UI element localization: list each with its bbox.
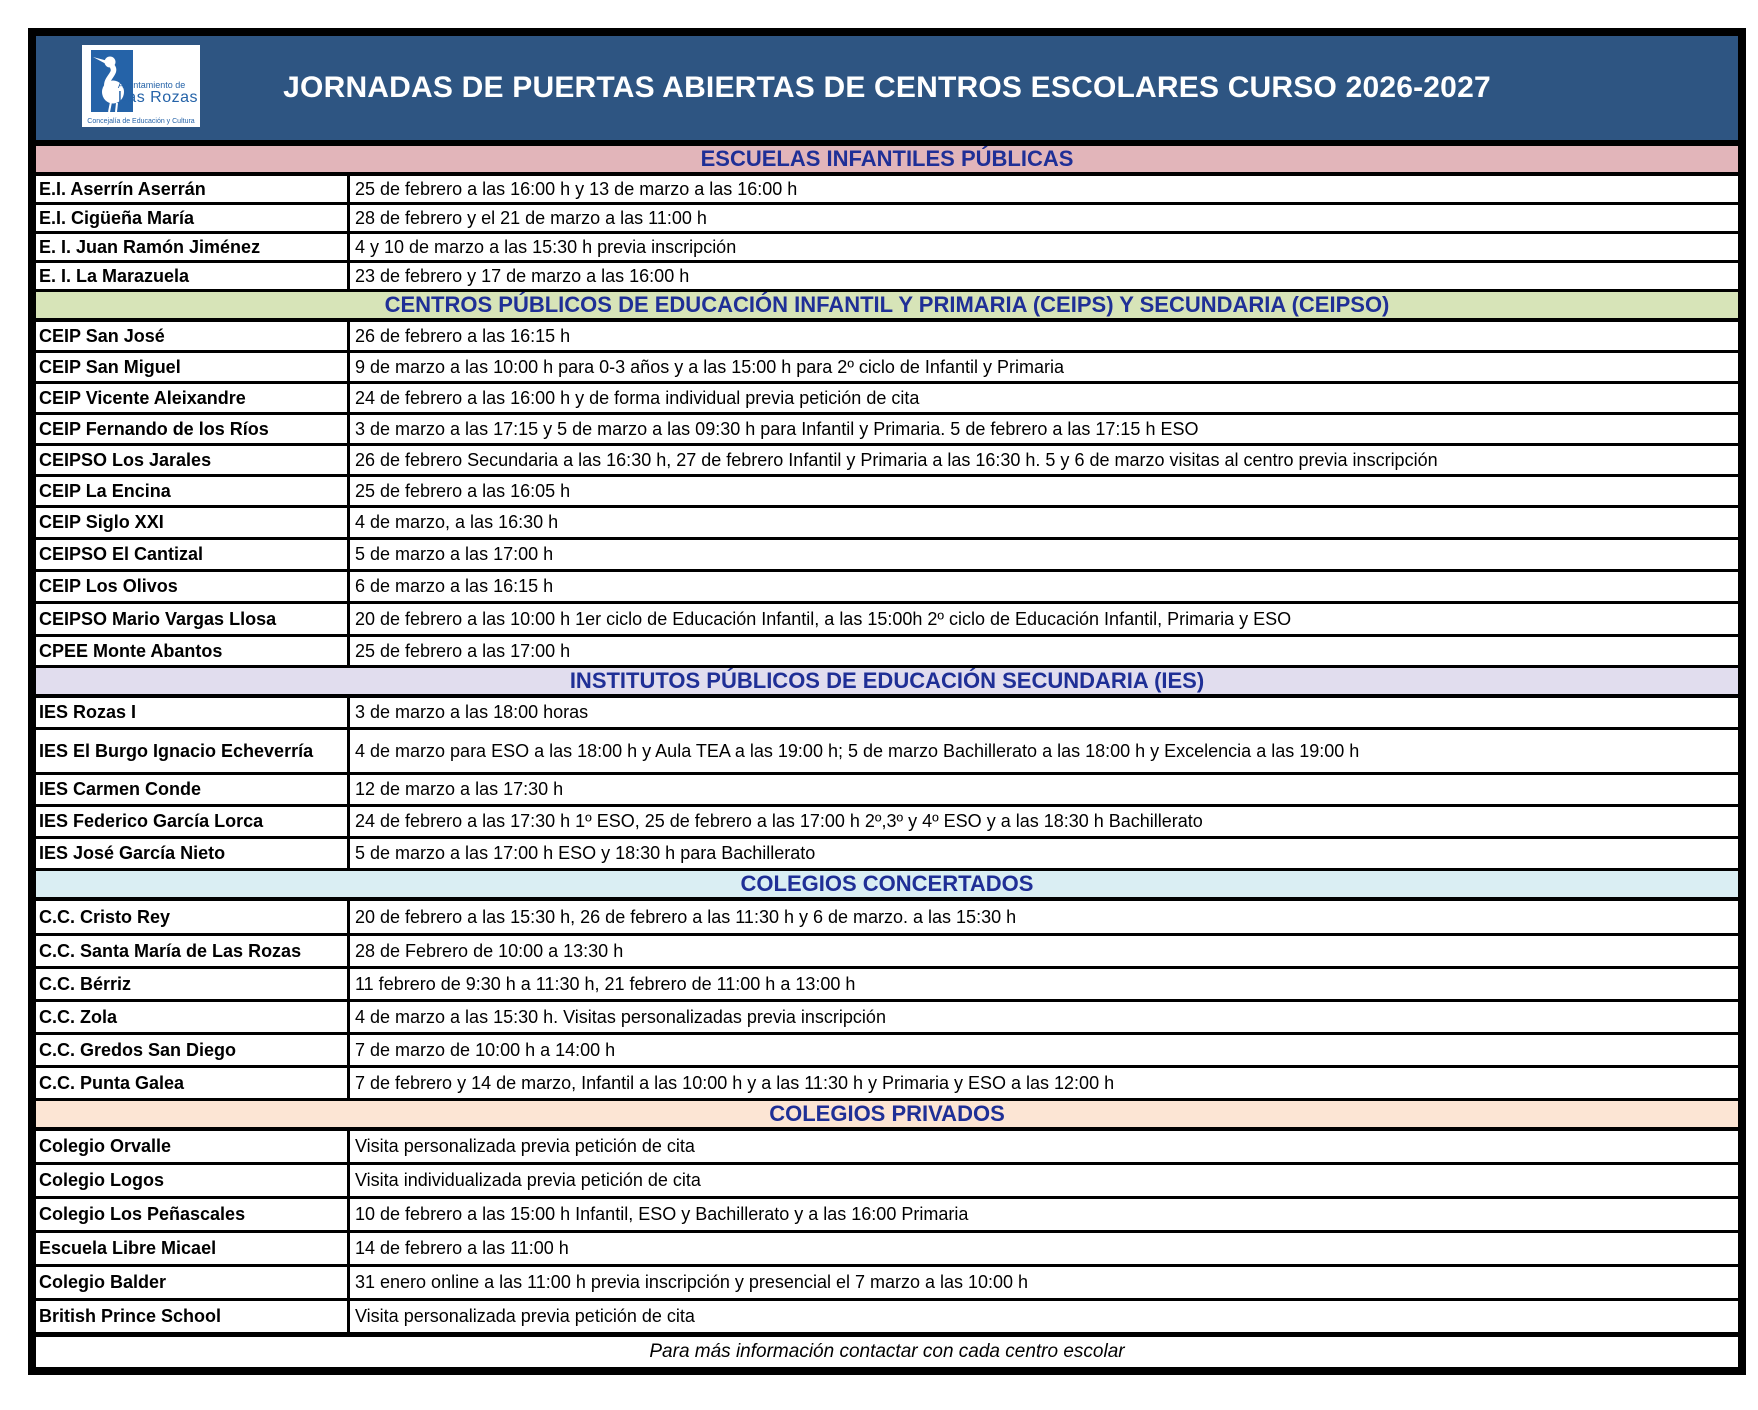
table-row: [36, 901, 1738, 936]
section-header-privados: COLEGIOS PRIVADOS: [36, 1101, 1738, 1131]
school-name: CEIPSO El Cantizal: [36, 540, 350, 569]
school-name: C.C. Santa María de Las Rozas: [36, 936, 350, 966]
table-row: [36, 322, 1738, 353]
table-row: [36, 698, 1738, 730]
table-row: [36, 477, 1738, 508]
school-name: E. I. Juan Ramón Jiménez: [36, 234, 350, 260]
school-schedule: 5 de marzo a las 17:00 h: [355, 544, 554, 564]
school-schedule: 14 de febrero a las 11:00 h: [355, 1238, 569, 1258]
school-name: E. I. La Marazuela: [36, 263, 350, 289]
school-schedule: 25 de febrero a las 16:00 h y 13 de marzo a las 16:00 h: [355, 178, 798, 199]
school-name: E.I. Aserrín Aserrán: [36, 176, 350, 202]
school-name: British Prince School: [36, 1301, 350, 1332]
school-name: CEIP Siglo XXI: [36, 508, 350, 537]
table-row: [36, 540, 1738, 572]
table-row: [36, 234, 1738, 263]
logo-department: Concejalía de Educación y Cultura: [87, 118, 195, 125]
section-header-ceips-ceipso: CENTROS PÚBLICOS DE EDUCACIÓN INFANTIL Y PRIMARIA (CEIPS) Y SECUNDARIA (CEIPSO): [36, 292, 1738, 322]
school-schedule: 7 de febrero y 14 de marzo, Infantil a las 10:00 h y a las 11:30 h y Primaria y ESO a las 12:00 h: [355, 1072, 1115, 1093]
table-row: [36, 1002, 1738, 1035]
school-name: CEIP La Encina: [36, 477, 350, 505]
school-name: IES Federico García Lorca: [36, 807, 350, 836]
table-row: [36, 353, 1738, 384]
school-name: C.C. Punta Galea: [36, 1068, 350, 1098]
school-name: CEIP Vicente Aleixandre: [36, 384, 350, 412]
school-schedule: 4 de marzo para ESO a las 18:00 h y Aula TEA a las 19:00 h; 5 de marzo Bachillerato a las 18:00 h y Excelencia a las 19:00 h: [355, 740, 1360, 761]
school-name: CEIPSO Mario Vargas Llosa: [36, 604, 350, 634]
section-header-concertados: COLEGIOS CONCERTADOS: [36, 871, 1738, 901]
school-schedule: 28 de febrero y el 21 de marzo a las 11:00 h: [355, 207, 707, 228]
school-name: CEIP Los Olivos: [36, 572, 350, 601]
school-schedule: 10 de febrero a las 15:00 h Infantil, ESO y Bachillerato y a las 16:00 Primaria: [355, 1204, 969, 1224]
table-row: [36, 969, 1738, 1002]
school-schedule: 28 de Febrero de 10:00 a 13:30 h: [355, 940, 624, 961]
table-row: [36, 775, 1738, 807]
table-row: [36, 1233, 1738, 1267]
table-row: [36, 1165, 1738, 1199]
table-row: [36, 384, 1738, 415]
school-name: CEIP Fernando de los Ríos: [36, 415, 350, 443]
table-row: [36, 936, 1738, 969]
table-row: [36, 1301, 1738, 1335]
table-row: [36, 263, 1738, 292]
school-schedule: 4 y 10 de marzo a las 15:30 h previa inscripción: [355, 236, 737, 257]
school-schedule: 3 de marzo a las 18:00 horas: [355, 702, 589, 722]
footer-note: Para más información contactar con cada centro escolar: [36, 1335, 1738, 1367]
document-header: [36, 36, 1738, 146]
school-schedule: 20 de febrero a las 15:30 h, 26 de febrero a las 11:30 h y 6 de marzo. a las 15:30 h: [355, 906, 1017, 927]
table-row: [36, 839, 1738, 871]
school-schedule: 9 de marzo a las 10:00 h para 0-3 años y a las 15:00 h para 2º ciclo de Infantil y Primaria: [355, 356, 1064, 377]
section-centros-publicos-ceips-ceipso: [36, 292, 1738, 668]
school-name: C.C. Bérriz: [36, 969, 350, 999]
school-schedule: 24 de febrero a las 16:00 h y de forma individual previa petición de cita: [355, 387, 920, 408]
table-row: [36, 604, 1738, 637]
school-name: CEIPSO Los Jarales: [36, 446, 350, 474]
school-schedule: 31 enero online a las 11:00 h previa inscripción y presencial el 7 marzo a las 10:00 h: [355, 1272, 1029, 1292]
table-row: [36, 446, 1738, 477]
school-name: Colegio Los Peñascales: [36, 1199, 350, 1230]
school-schedule: 5 de marzo a las 17:00 h ESO y 18:30 h para Bachillerato: [355, 843, 816, 863]
open-days-table-document: [28, 28, 1746, 1375]
school-name: Colegio Logos: [36, 1165, 350, 1196]
las-rozas-logo: [82, 45, 200, 127]
table-row: [36, 1131, 1738, 1165]
school-schedule: 4 de marzo a las 15:30 h. Visitas personalizadas previa inscripción: [355, 1006, 886, 1027]
table-row: [36, 572, 1738, 604]
school-schedule: 3 de marzo a las 17:15 y 5 de marzo a las 09:30 h para Infantil y Primaria. 5 de febrero a las 17:15 h ESO: [355, 418, 1199, 439]
school-name: IES José García Nieto: [36, 839, 350, 868]
table-row: [36, 807, 1738, 839]
school-schedule: 7 de marzo de 10:00 h a 14:00 h: [355, 1039, 616, 1060]
school-schedule: 26 de febrero a las 16:15 h: [355, 325, 571, 346]
section-escuelas-infantiles-publicas: [36, 146, 1738, 292]
school-schedule: 4 de marzo, a las 16:30 h: [355, 512, 559, 532]
school-schedule: 24 de febrero a las 17:30 h 1º ESO, 25 de febrero a las 17:00 h 2º,3º y 4º ESO y a las 18:30 h Bachillerato: [355, 811, 1203, 831]
logo-org-name: Las Rozas: [117, 89, 198, 107]
section-header-ies: INSTITUTOS PÚBLICOS DE EDUCACIÓN SECUNDARIA (IES): [36, 668, 1738, 698]
school-schedule: 20 de febrero a las 10:00 h 1er ciclo de Educación Infantil, a las 15:00h 2º ciclo de Educación Infantil, Primaria y ESO: [355, 608, 1292, 629]
table-row: [36, 176, 1738, 205]
school-schedule: Visita personalizada previa petición de cita: [355, 1306, 695, 1326]
school-name: C.C. Zola: [36, 1002, 350, 1032]
section-institutos-publicos-ies: [36, 668, 1738, 871]
section-header-escuelas-infantiles: ESCUELAS INFANTILES PÚBLICAS: [36, 146, 1738, 176]
table-row: [36, 415, 1738, 446]
school-name: Colegio Balder: [36, 1267, 350, 1298]
table-row: [36, 1068, 1738, 1101]
page-title: JORNADAS DE PUERTAS ABIERTAS DE CENTROS ESCOLARES CURSO 2026-2027: [283, 71, 1491, 104]
table-row: [36, 1199, 1738, 1233]
section-colegios-privados: [36, 1101, 1738, 1335]
table-row: [36, 1267, 1738, 1301]
logo-org-top: Ayuntamiento de: [117, 80, 186, 90]
school-schedule: 11 febrero de 9:30 h a 11:30 h, 21 febrero de 11:00 h a 13:00 h: [355, 973, 856, 994]
school-name: IES Rozas I: [36, 698, 350, 727]
school-schedule: 6 de marzo a las 16:15 h: [355, 576, 554, 596]
section-colegios-concertados: [36, 871, 1738, 1101]
school-name: CEIP San José: [36, 322, 350, 350]
school-name: C.C. Cristo Rey: [36, 901, 350, 933]
school-name: CPEE Monte Abantos: [36, 637, 350, 665]
school-name: C.C. Gredos San Diego: [36, 1035, 350, 1065]
school-schedule: 23 de febrero y 17 de marzo a las 16:00 h: [355, 265, 690, 286]
table-row: [36, 730, 1738, 775]
school-name: CEIP San Miguel: [36, 353, 350, 381]
school-name: IES El Burgo Ignacio Echeverría: [36, 730, 350, 772]
school-schedule: Visita individualizada previa petición de cita: [355, 1170, 701, 1190]
school-schedule: 12 de marzo a las 17:30 h: [355, 779, 564, 799]
school-name: E.I. Cigüeña María: [36, 205, 350, 231]
school-schedule: 25 de febrero a las 17:00 h: [355, 640, 571, 661]
school-schedule: 25 de febrero a las 16:05 h: [355, 480, 571, 501]
school-schedule: Visita personalizada previa petición de cita: [355, 1136, 695, 1156]
table-row: [36, 1035, 1738, 1068]
table-row: [36, 508, 1738, 540]
school-schedule: 26 de febrero Secundaria a las 16:30 h, 27 de febrero Infantil y Primaria a las 16:30 h. 5 y 6 de marzo visitas al centro previa inscripción: [355, 449, 1438, 470]
school-name: Colegio Orvalle: [36, 1131, 350, 1162]
school-name: IES Carmen Conde: [36, 775, 350, 804]
table-row: [36, 205, 1738, 234]
school-name: Escuela Libre Micael: [36, 1233, 350, 1264]
table-row: [36, 637, 1738, 668]
logo-wordmark: [118, 81, 198, 107]
